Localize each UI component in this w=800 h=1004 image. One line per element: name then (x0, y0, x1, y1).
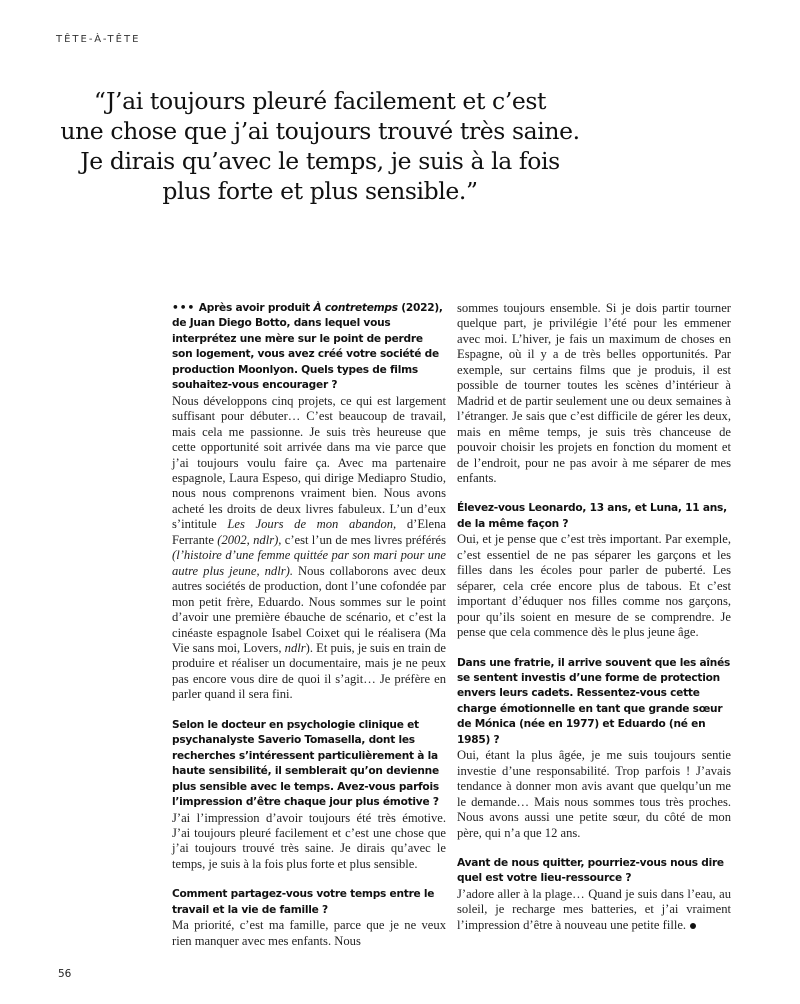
question-1: ••• Après avoir produit À contretemps (2022), de Juan Diego Botto, dans lequel vous interprétez une mère sur le point de perdre son logement, vous avez créé votre société de production Moonlyon. Quels types de films souhaitez-vous encourager ? (172, 302, 443, 392)
end-mark-icon (690, 923, 696, 929)
answer-5: Oui, étant la plus âgée, je me suis toujours sentie investie d’une responsabilité. Trop parfois ! J’avais tendance à donner mon avis avant que quelqu’un me le demande… Mais nous sommes tous très proches. Nous avons aussi une petite sœur, du côté de mon père, qui n’a que 12 ans. (457, 748, 731, 840)
answer-6: J’adore aller à la plage… Quand je suis dans l’eau, au soleil, je recharge mes batteries, et j’ai vraiment l’impression d’être à nouveau une petite fille. (457, 886, 731, 932)
section-label: TÊTE-À-TÊTE (56, 34, 141, 45)
answer-2: J’ai l’impression d’avoir toujours été très émotive. J’ai toujours pleuré facilement et c’est une chose que j’ai toujours trouvé très saine. Je dirais qu’avec le temps, je suis à la fois plus forte et plus sensible. (172, 810, 446, 871)
question-5: Dans une fratrie, il arrive souvent que les aînés se sentent investis d’une forme de protection envers leurs cadets. Ressentez-vous cette charge émotionnelle en tant que grande sœur de Mónica (née en 1977) et Eduardo (né en 1985) ? (457, 656, 731, 746)
pull-quote-line: “J’ai toujours pleuré facilement et c’est (93, 87, 547, 115)
page-number: 56 (58, 968, 72, 980)
pull-quote-line: une chose que j’ai toujours trouvé très saine. (60, 117, 580, 145)
film-title: À contretemps (313, 302, 398, 314)
answer-3-start: Ma priorité, c’est ma famille, parce que je ne veux rien manquer avec mes enfants. Nous (172, 918, 446, 948)
question-3: Comment partagez-vous votre temps entre le travail et la vie de famille ? (172, 888, 435, 916)
book-title: Les Jours de mon abandon, (227, 517, 397, 532)
pull-quote-line: Je dirais qu’avec le temps, je suis à la fois (80, 147, 560, 175)
answer-3-continued: sommes toujours ensemble. Si je dois partir tourner quelque part, je privilégie l’été pour les emmener avec moi. L’hiver, je fais un maximum de choses en Espagne, où il y a de très belles opportunités. Par exemple, sur certains films que je produis, il est possible de tourner toutes les scènes d’intérieur à Madrid et de partir seulement une ou deux semaines à l’étranger. Je sais que c’est difficile de gérer les deux, mais en même temps, je suis très chanceuse de pouvoir choisir les projets en fonction du moment et de l’endroit, pour ne pas avoir à me séparer de mes enfants. (457, 301, 731, 485)
pull-quote (40, 86, 600, 206)
answer-1: Nous développons cinq projets, ce qui est largement suffisant pour débuter… C’est beaucoup de travail, mais cela me passionne. Je suis très heureuse que cette opportunité soit arrivée dans ma vie parce que j’ai toujours voulu faire ça. Avec ma partenaire espagnole, Laura Espeso, qui dirige Mediapro Studio, nous nous comprenons vraiment bien. Nous avons acheté les droits de deux livres fabuleux. L’un d’eux s’intitule Les Jours de mon abandon, d’Elena Ferrante (2002, ndlr), c’est l’un de mes livres préférés (l’histoire d’une femme quittée par son mari pour une autre plus jeune, ndlr). Nous collaborons avec deux autres sociétés de production, dont l’une cofondée par mon petit frère, Eduardo. Nous sommes sur le point d’avoir une première ébauche de scénario, et c’est la cinéaste espagnole Isabel Coixet qui le réalisera (Ma Vie sans moi, Lovers, ndlr). Et puis, je suis en train de produire et réaliser un documentaire, mais je ne peux pas encore vous dire de quoi il s’agit… Je préfère en parler quand il sera fini. (172, 393, 447, 702)
lead-marker: ••• (172, 302, 196, 314)
answer-4: Oui, et je pense que c’est très important. Par exemple, c’est essentiel de ne pas séparer les garçons et les filles dans les écoles pour parler de puberté. Les séparer, cela crée encore plus de tabous. Et c’est important d’éduquer nos filles comme nos garçons, pour qu’ils soient en mesure de se comprendre. Je pense que cela commence dès le plus jeune âge. (457, 532, 731, 640)
question-4: Élevez-vous Leonardo, 13 ans, et Luna, 11 ans, de la même façon ? (457, 502, 727, 530)
article-column-left (172, 301, 446, 949)
question-6: Avant de nous quitter, pourriez-vous nous dire quel est votre lieu-ressource ? (457, 856, 724, 885)
article-column-right (457, 301, 731, 933)
pull-quote-line: plus forte et plus sensible.” (162, 177, 478, 205)
question-2: Selon le docteur en psychologie clinique et psychanalyste Saverio Tomasella, dont les recherches s’intéressent particulièrement à la haute sensibilité, il semblerait qu’on devienne plus sensible avec le temps. Avez-vous parfois l’impression d’être chaque jour plus émotive ? (172, 718, 439, 809)
